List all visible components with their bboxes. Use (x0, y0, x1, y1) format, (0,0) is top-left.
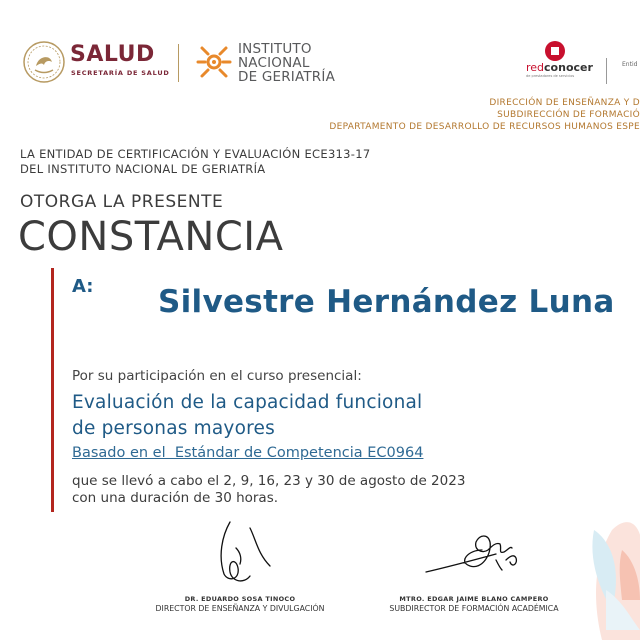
department-line-2: SUBDIRECCIÓN DE FORMACIÓ (497, 110, 640, 120)
entity-line-1: LA ENTIDAD DE CERTIFICACIÓN Y EVALUACIÓN ECE313-17 (20, 147, 371, 161)
recipient-name: Silvestre Hernández Luna (158, 284, 615, 320)
signature-2-icon (422, 520, 526, 584)
conocer-logo-icon (544, 40, 566, 62)
dates-line-2: con una duración de 30 horas. (72, 490, 279, 506)
course-title-line-2: de personas mayores (72, 418, 275, 439)
conocer-divider (606, 58, 607, 84)
grants-heading: OTORGA LA PRESENTE (20, 192, 224, 212)
signatory-2-name: MTRO. EDGAR JAIME BLANO CAMPERO (399, 595, 549, 603)
department-line-3: DEPARTAMENTO DE DESARROLLO DE RECURSOS HUMANOS ESPE (329, 122, 640, 132)
salud-wordmark: SALUD (70, 42, 155, 67)
accent-bar (51, 268, 54, 512)
to-label: A: (72, 276, 94, 297)
signatory-1-role: DIRECTOR DE ENSEÑANZA Y DIVULGACIÓN (155, 604, 325, 613)
dates-line-1: que se llevó a cabo el 2, 9, 16, 23 y 30 de agosto de 2023 (72, 473, 466, 489)
logo-divider (178, 44, 179, 82)
inger-line-2: NACIONAL (238, 55, 310, 71)
mexico-seal-icon (22, 40, 66, 84)
inger-logo-icon (194, 42, 234, 82)
course-title-line-1: Evaluación de la capacidad funcional (72, 392, 423, 413)
entity-line-2: DEL INSTITUTO NACIONAL DE GERIATRÍA (20, 162, 266, 176)
signatory-1-name: DR. EDUARDO SOSA TINOCO (184, 595, 296, 603)
conocer-subtitle: de prestadores de servicios (526, 74, 575, 78)
edge-logo-text: Entid (622, 61, 638, 68)
decorative-flower-icon (582, 490, 640, 640)
salud-subtitle: SECRETARÍA DE SALUD (71, 69, 170, 77)
signature-1-icon (200, 518, 276, 590)
signatory-2-role: SUBDIRECTOR DE FORMACIÓN ACADÉMICA (389, 604, 559, 613)
conocer-prefix: red (526, 61, 545, 74)
department-line-1: DIRECCIÓN DE ENSEÑANZA Y D (489, 98, 640, 108)
inger-line-1: INSTITUTO (238, 41, 312, 57)
conocer-main: conocer (544, 61, 593, 74)
conocer-wordmark (526, 61, 593, 74)
standard-link: Basado en el Estándar de Competencia EC0964 (72, 445, 424, 461)
certificate-title: CONSTANCIA (18, 214, 284, 260)
inger-line-3: DE GERIATRÍA (238, 69, 335, 85)
participation-text: Por su participación en el curso presencial: (72, 368, 362, 384)
